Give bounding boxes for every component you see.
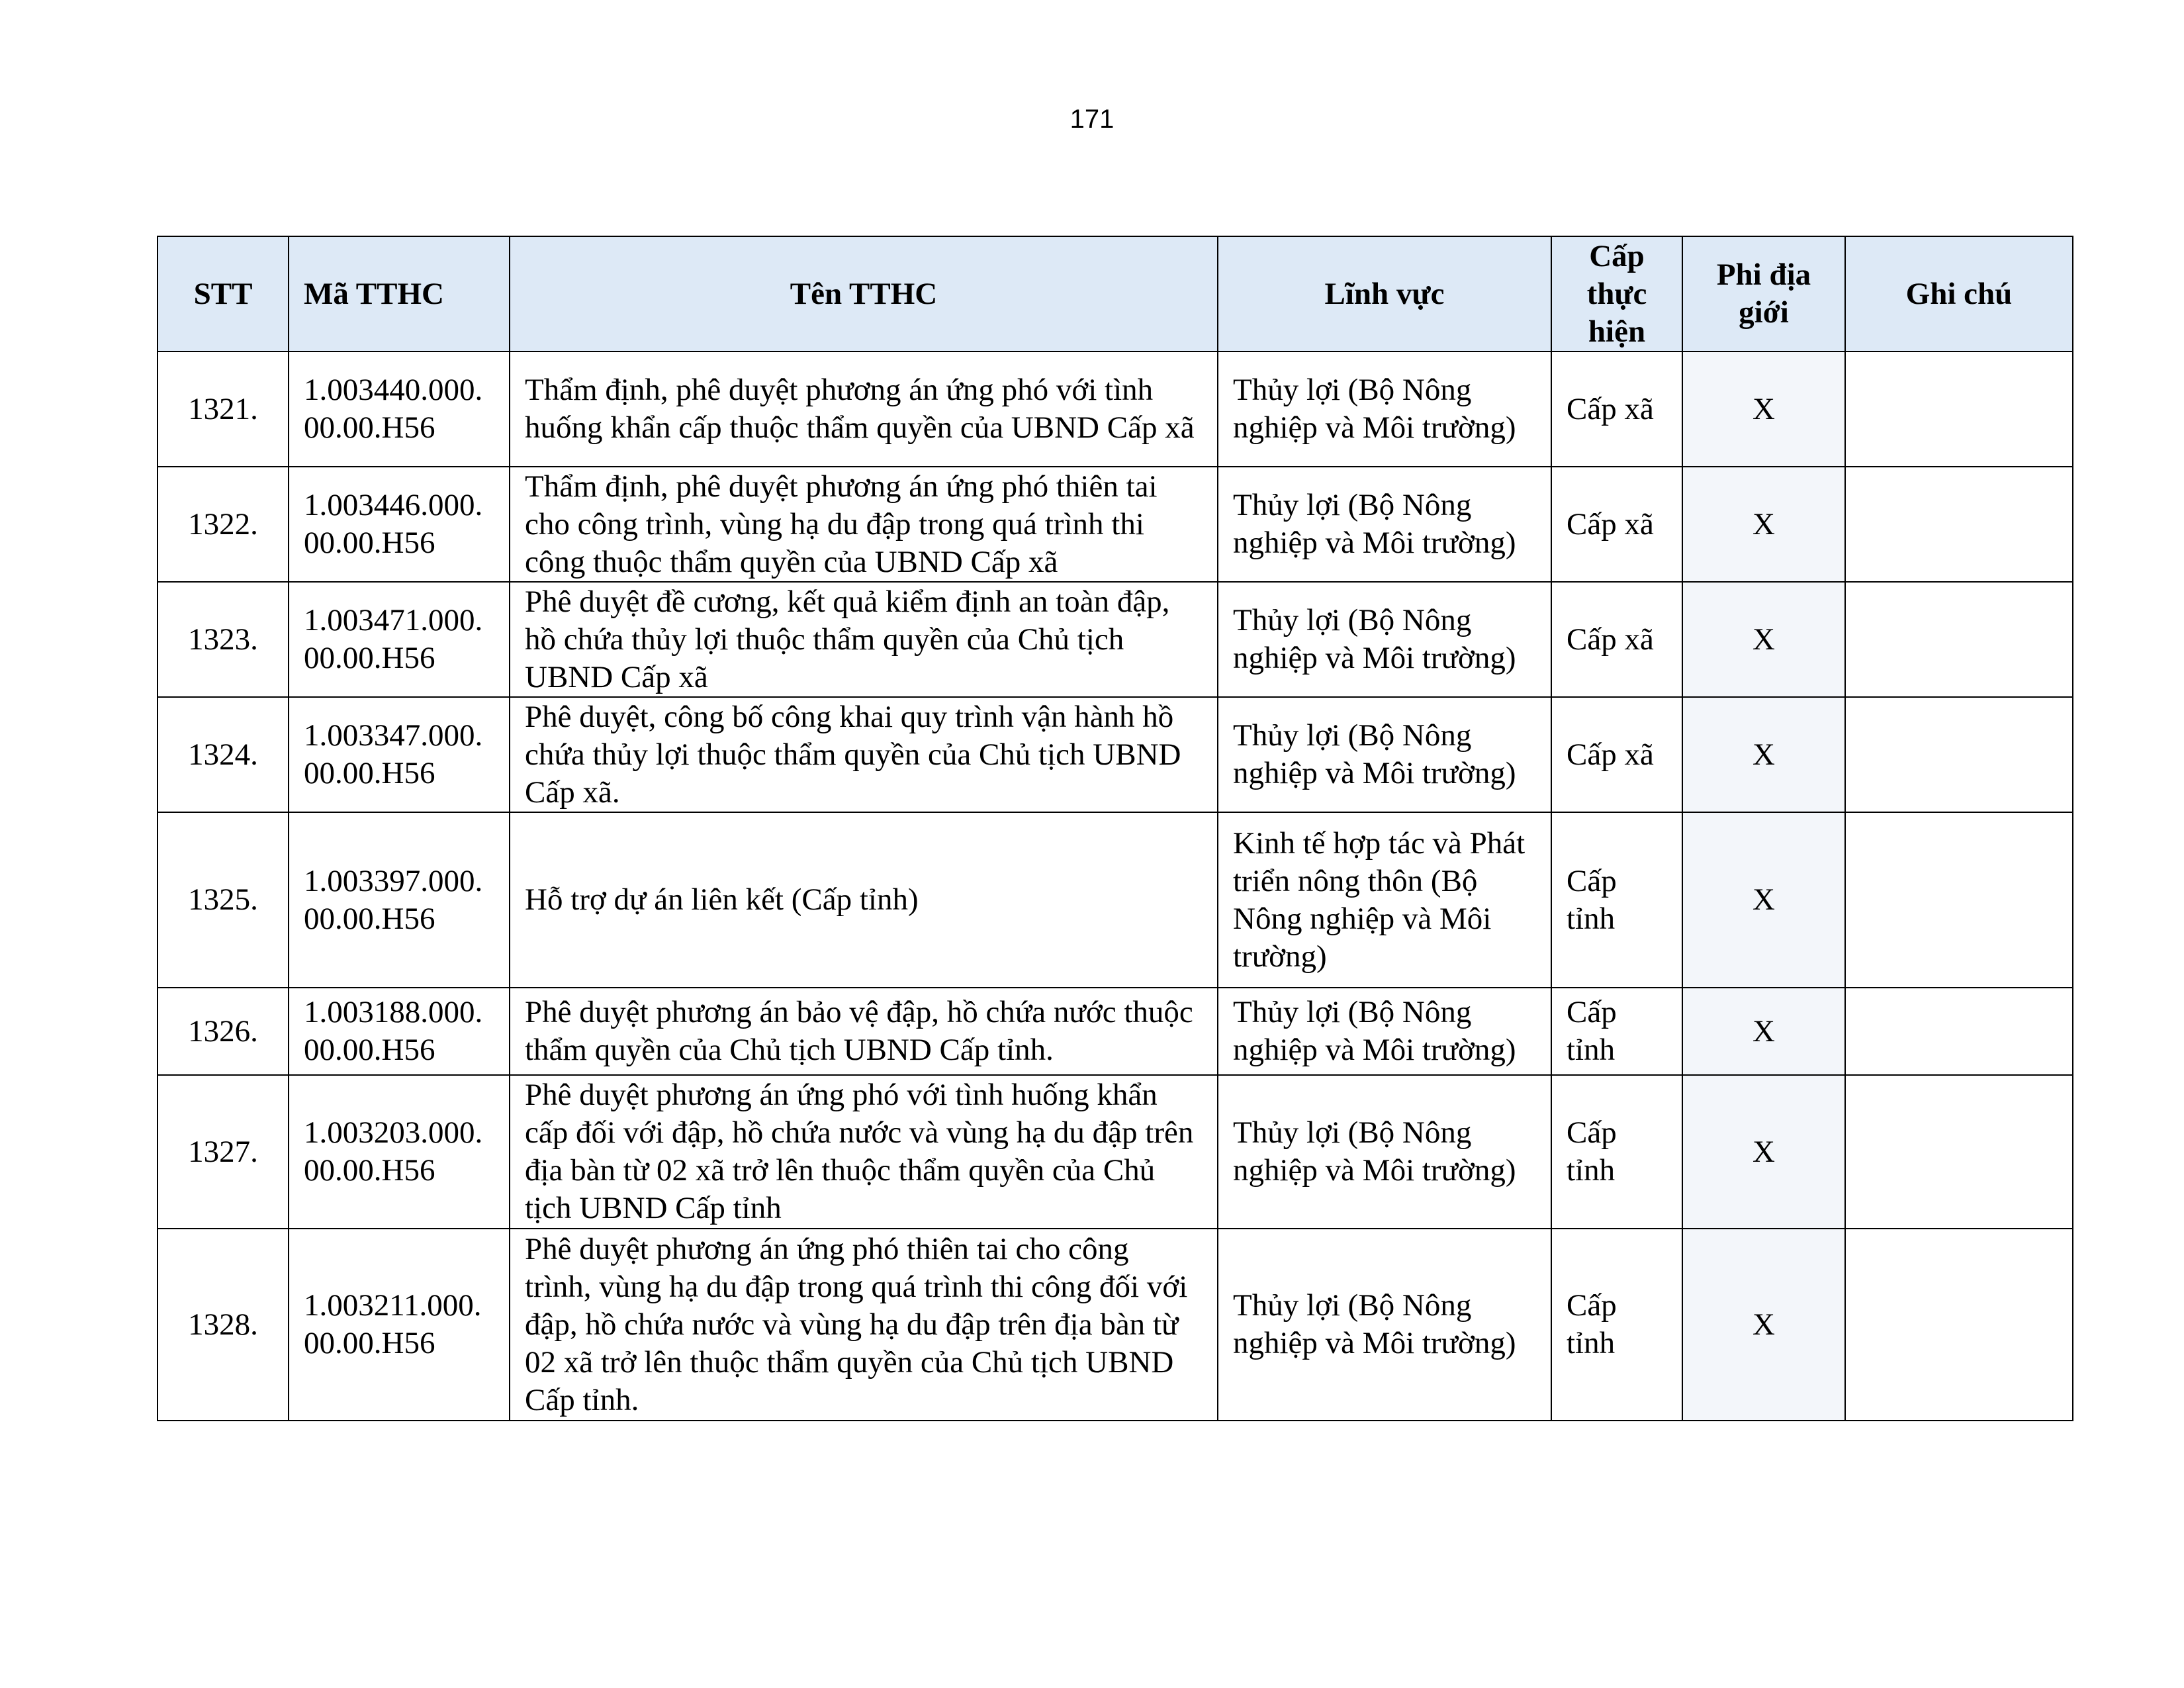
cell-stt: 1324. bbox=[158, 697, 289, 812]
cell-stt: 1323. bbox=[158, 582, 289, 697]
cell-ghi-chu bbox=[1845, 1229, 2073, 1421]
cell-ghi-chu bbox=[1845, 697, 2073, 812]
cell-ten-tthc: Phê duyệt phương án bảo vệ đập, hồ chứa nước thuộc thẩm quyền của Chủ tịch UBND Cấp tỉnh. bbox=[510, 988, 1218, 1075]
cell-stt: 1328. bbox=[158, 1229, 289, 1421]
cell-phi-dia-gioi: X bbox=[1682, 352, 1845, 467]
header-ma-tthc: Mã TTHC bbox=[289, 236, 510, 352]
header-cap-thuc-hien: Cấp thực hiện bbox=[1551, 236, 1682, 352]
cell-phi-dia-gioi: X bbox=[1682, 582, 1845, 697]
cell-cap-thuc-hien: Cấp tỉnh bbox=[1551, 988, 1682, 1075]
cell-ma-tthc: 1.003203.000. 00.00.H56 bbox=[289, 1075, 510, 1229]
cell-ten-tthc: Thẩm định, phê duyệt phương án ứng phó thiên tai cho công trình, vùng hạ du đập trong quá trình thi công thuộc thẩm quyền của UBND Cấp xã bbox=[510, 467, 1218, 582]
header-ten-tthc: Tên TTHC bbox=[510, 236, 1218, 352]
cell-ma-tthc: 1.003446.000. 00.00.H56 bbox=[289, 467, 510, 582]
table-row bbox=[158, 1229, 2073, 1421]
cell-ghi-chu bbox=[1845, 988, 2073, 1075]
cell-ghi-chu bbox=[1845, 812, 2073, 988]
cell-linh-vuc: Thủy lợi (Bộ Nông nghiệp và Môi trường) bbox=[1218, 1075, 1551, 1229]
table-row bbox=[158, 697, 2073, 812]
header-ghi-chu: Ghi chú bbox=[1845, 236, 2073, 352]
cell-stt: 1326. bbox=[158, 988, 289, 1075]
cell-linh-vuc: Thủy lợi (Bộ Nông nghiệp và Môi trường) bbox=[1218, 352, 1551, 467]
page-number: 171 bbox=[1069, 105, 1115, 134]
table-row bbox=[158, 582, 2073, 697]
table-row bbox=[158, 988, 2073, 1075]
cell-cap-thuc-hien: Cấp xã bbox=[1551, 697, 1682, 812]
cell-cap-thuc-hien: Cấp xã bbox=[1551, 582, 1682, 697]
cell-phi-dia-gioi: X bbox=[1682, 1075, 1845, 1229]
cell-linh-vuc: Thủy lợi (Bộ Nông nghiệp và Môi trường) bbox=[1218, 1229, 1551, 1421]
cell-ten-tthc: Hỗ trợ dự án liên kết (Cấp tỉnh) bbox=[510, 812, 1218, 988]
cell-ten-tthc: Phê duyệt phương án ứng phó với tình huống khẩn cấp đối với đập, hồ chứa nước và vùng hạ du đập trên địa bàn từ 02 xã trở lên thuộc thẩm quyền của Chủ tịch UBND Cấp tỉnh bbox=[510, 1075, 1218, 1229]
cell-ghi-chu bbox=[1845, 352, 2073, 467]
cell-cap-thuc-hien: Cấp xã bbox=[1551, 352, 1682, 467]
cell-linh-vuc: Thủy lợi (Bộ Nông nghiệp và Môi trường) bbox=[1218, 697, 1551, 812]
cell-ghi-chu bbox=[1845, 467, 2073, 582]
cell-ma-tthc: 1.003397.000. 00.00.H56 bbox=[289, 812, 510, 988]
cell-ghi-chu bbox=[1845, 1075, 2073, 1229]
cell-linh-vuc: Thủy lợi (Bộ Nông nghiệp và Môi trường) bbox=[1218, 582, 1551, 697]
table-row bbox=[158, 812, 2073, 988]
header-stt: STT bbox=[158, 236, 289, 352]
cell-ten-tthc: Thẩm định, phê duyệt phương án ứng phó với tình huống khẩn cấp thuộc thẩm quyền của UBND Cấp xã bbox=[510, 352, 1218, 467]
header-phi-dia-gioi: Phi địa giới bbox=[1682, 236, 1845, 352]
cell-stt: 1322. bbox=[158, 467, 289, 582]
header-linh-vuc: Lĩnh vực bbox=[1218, 236, 1551, 352]
cell-cap-thuc-hien: Cấp tỉnh bbox=[1551, 812, 1682, 988]
cell-stt: 1321. bbox=[158, 352, 289, 467]
cell-phi-dia-gioi: X bbox=[1682, 988, 1845, 1075]
cell-phi-dia-gioi: X bbox=[1682, 467, 1845, 582]
cell-ten-tthc: Phê duyệt, công bố công khai quy trình vận hành hồ chứa thủy lợi thuộc thẩm quyền của Chủ tịch UBND Cấp xã. bbox=[510, 697, 1218, 812]
cell-linh-vuc: Thủy lợi (Bộ Nông nghiệp và Môi trường) bbox=[1218, 467, 1551, 582]
cell-phi-dia-gioi: X bbox=[1682, 697, 1845, 812]
cell-linh-vuc: Thủy lợi (Bộ Nông nghiệp và Môi trường) bbox=[1218, 988, 1551, 1075]
cell-ghi-chu bbox=[1845, 582, 2073, 697]
cell-cap-thuc-hien: Cấp xã bbox=[1551, 467, 1682, 582]
cell-ma-tthc: 1.003440.000. 00.00.H56 bbox=[289, 352, 510, 467]
cell-phi-dia-gioi: X bbox=[1682, 812, 1845, 988]
cell-ma-tthc: 1.003471.000. 00.00.H56 bbox=[289, 582, 510, 697]
tthc-table bbox=[157, 236, 2073, 1421]
cell-stt: 1325. bbox=[158, 812, 289, 988]
table-row bbox=[158, 352, 2073, 467]
cell-stt: 1327. bbox=[158, 1075, 289, 1229]
table-row bbox=[158, 1075, 2073, 1229]
table-row bbox=[158, 467, 2073, 582]
cell-ten-tthc: Phê duyệt đề cương, kết quả kiểm định an toàn đập, hồ chứa thủy lợi thuộc thẩm quyền của Chủ tịch UBND Cấp xã bbox=[510, 582, 1218, 697]
cell-ma-tthc: 1.003211.000. 00.00.H56 bbox=[289, 1229, 510, 1421]
cell-ma-tthc: 1.003347.000. 00.00.H56 bbox=[289, 697, 510, 812]
cell-cap-thuc-hien: Cấp tỉnh bbox=[1551, 1075, 1682, 1229]
cell-cap-thuc-hien: Cấp tỉnh bbox=[1551, 1229, 1682, 1421]
table-header-row bbox=[158, 236, 2073, 352]
cell-ma-tthc: 1.003188.000. 00.00.H56 bbox=[289, 988, 510, 1075]
cell-phi-dia-gioi: X bbox=[1682, 1229, 1845, 1421]
cell-ten-tthc: Phê duyệt phương án ứng phó thiên tai cho công trình, vùng hạ du đập trong quá trình thi công đối với đập, hồ chứa nước và vùng hạ du đập trên địa bàn từ 02 xã trở lên thuộc thẩm quyền của Chủ tịch UBND Cấp tỉnh. bbox=[510, 1229, 1218, 1421]
cell-linh-vuc: Kinh tế hợp tác và Phát triển nông thôn (Bộ Nông nghiệp và Môi trường) bbox=[1218, 812, 1551, 988]
